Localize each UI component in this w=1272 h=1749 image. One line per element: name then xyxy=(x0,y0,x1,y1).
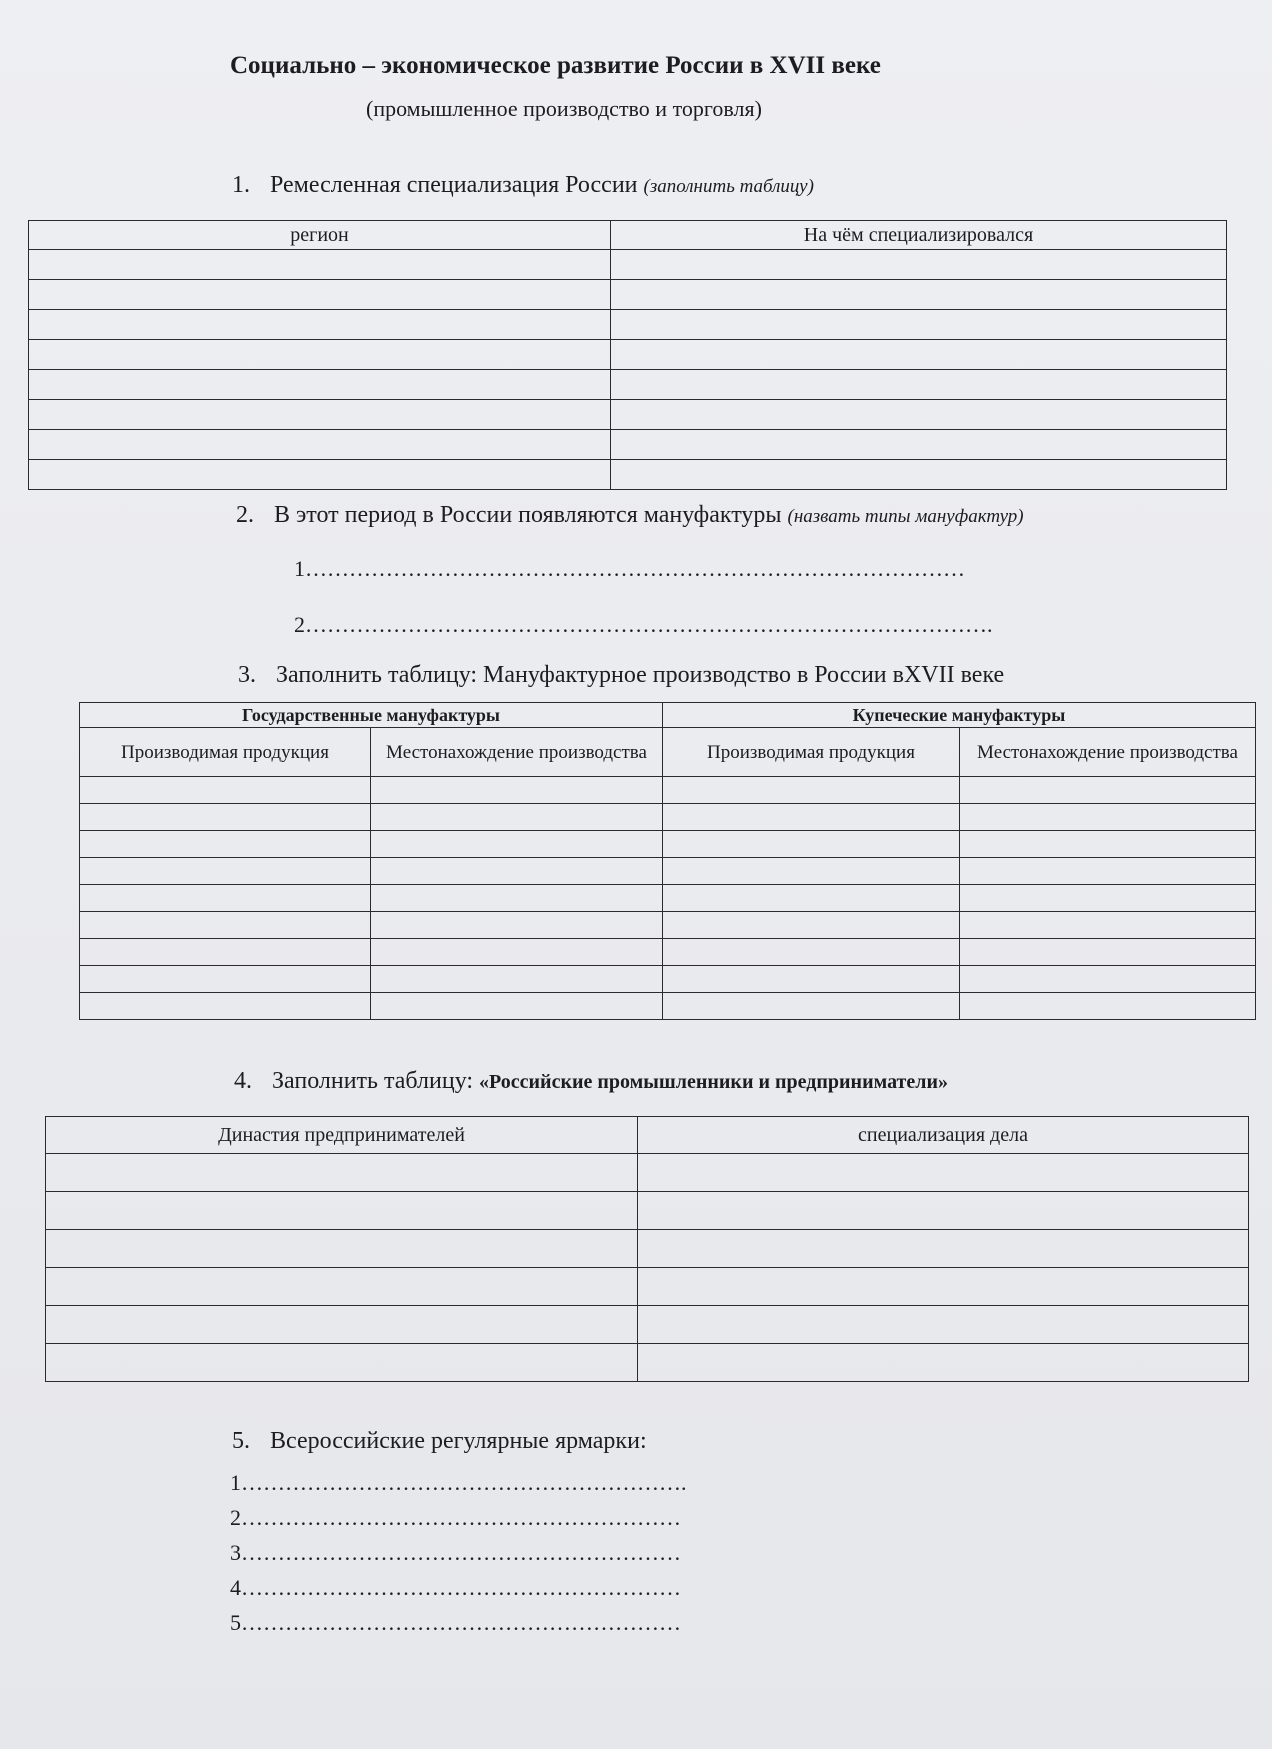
fair-line-1[interactable]: 1……………………………………………………. xyxy=(230,1470,687,1495)
table-row xyxy=(29,340,1227,370)
table-row xyxy=(80,831,1256,858)
table-row xyxy=(80,939,1256,966)
subheader-merchant-product: Производимая продукция xyxy=(663,728,960,777)
table-cell[interactable] xyxy=(29,400,611,430)
table-row xyxy=(29,310,1227,340)
table-cell[interactable] xyxy=(960,966,1256,993)
table-row xyxy=(80,885,1256,912)
fair-line-3[interactable]: 3…………………………………………………… xyxy=(230,1540,681,1565)
table-row xyxy=(80,777,1256,804)
section-4-heading xyxy=(234,1068,948,1095)
table-cell[interactable] xyxy=(80,966,371,993)
table-cell[interactable] xyxy=(371,777,663,804)
table-cell[interactable] xyxy=(638,1230,1249,1268)
table-cell[interactable] xyxy=(663,804,960,831)
table-row xyxy=(46,1230,1249,1268)
table-cell[interactable] xyxy=(29,310,611,340)
table-row xyxy=(46,1268,1249,1306)
section-1-heading xyxy=(232,172,814,199)
section-1-note: (заполнить таблицу) xyxy=(643,176,814,197)
table-cell[interactable] xyxy=(80,885,371,912)
section-4-number: 4. xyxy=(234,1068,252,1094)
manufactory-table xyxy=(79,702,1256,1020)
section-5-number: 5. xyxy=(232,1428,250,1454)
table-cell[interactable] xyxy=(29,430,611,460)
table-cell[interactable] xyxy=(46,1154,638,1192)
table-cell[interactable] xyxy=(80,804,371,831)
table-row xyxy=(80,804,1256,831)
section-4-bold-title: «Российские промышленники и предприниматели» xyxy=(479,1071,949,1093)
table-cell[interactable] xyxy=(371,993,663,1020)
column-header-dynasty: Династия предпринимателей xyxy=(46,1117,638,1154)
page-subtitle: (промышленное производство и торговля) xyxy=(366,96,762,121)
table-header-row xyxy=(46,1117,1249,1154)
table-cell[interactable] xyxy=(638,1192,1249,1230)
table-cell[interactable] xyxy=(80,777,371,804)
table-cell[interactable] xyxy=(46,1230,638,1268)
table-cell[interactable] xyxy=(611,400,1227,430)
table-cell[interactable] xyxy=(29,460,611,490)
fair-line-5[interactable]: 5…………………………………………………… xyxy=(230,1610,681,1635)
crafts-specialization-table xyxy=(28,220,1227,490)
section-2-text: В этот период в России появляются мануфактуры xyxy=(274,502,782,528)
table-row xyxy=(80,858,1256,885)
table-cell[interactable] xyxy=(960,831,1256,858)
table-cell[interactable] xyxy=(371,966,663,993)
section-3-number: 3. xyxy=(238,662,256,688)
table-cell[interactable] xyxy=(960,858,1256,885)
fair-line-2[interactable]: 2…………………………………………………… xyxy=(230,1505,681,1530)
table-cell[interactable] xyxy=(29,340,611,370)
table-cell[interactable] xyxy=(371,885,663,912)
fair-line-4[interactable]: 4…………………………………………………… xyxy=(230,1575,681,1600)
table-cell[interactable] xyxy=(663,912,960,939)
table-cell[interactable] xyxy=(46,1344,638,1382)
table-cell[interactable] xyxy=(611,280,1227,310)
table-cell[interactable] xyxy=(80,993,371,1020)
section-2-note: (назвать типы мануфактур) xyxy=(787,506,1024,527)
table-cell[interactable] xyxy=(611,340,1227,370)
table-cell[interactable] xyxy=(371,939,663,966)
table-cell[interactable] xyxy=(960,885,1256,912)
table-header-row xyxy=(29,221,1227,250)
table-cell[interactable] xyxy=(638,1268,1249,1306)
table-row xyxy=(80,912,1256,939)
table-row xyxy=(46,1154,1249,1192)
group-header-merchant: Купеческие мануфактуры xyxy=(663,703,1256,728)
section-1-number: 1. xyxy=(232,172,250,198)
table-cell[interactable] xyxy=(46,1306,638,1344)
table-cell[interactable] xyxy=(611,310,1227,340)
table-row xyxy=(29,280,1227,310)
column-header-region: регион xyxy=(29,221,611,250)
table-cell[interactable] xyxy=(663,777,960,804)
subheader-merchant-location: Местонахождение производства xyxy=(960,728,1256,777)
table-subheader-row xyxy=(80,728,1256,777)
column-header-business: специализация дела xyxy=(638,1117,1249,1154)
table-cell[interactable] xyxy=(371,912,663,939)
table-cell[interactable] xyxy=(960,777,1256,804)
table-cell[interactable] xyxy=(638,1344,1249,1382)
table-cell[interactable] xyxy=(663,831,960,858)
table-cell[interactable] xyxy=(611,460,1227,490)
table-row xyxy=(29,400,1227,430)
answer-line-2[interactable]: 2…………………………………………………………………………………. xyxy=(294,612,993,637)
subheader-state-location: Местонахождение производства xyxy=(371,728,663,777)
section-2-number: 2. xyxy=(236,502,254,528)
table-cell[interactable] xyxy=(960,993,1256,1020)
answer-line-1[interactable]: 1……………………………………………………………………………… xyxy=(294,556,965,581)
table-row xyxy=(29,250,1227,280)
table-cell[interactable] xyxy=(29,250,611,280)
table-cell[interactable] xyxy=(46,1192,638,1230)
table-cell[interactable] xyxy=(663,993,960,1020)
column-header-specialization: На чём специализировался xyxy=(611,221,1227,250)
table-cell[interactable] xyxy=(663,966,960,993)
subheader-state-product: Производимая продукция xyxy=(80,728,371,777)
group-header-state: Государственные мануфактуры xyxy=(80,703,663,728)
section-3-text: Заполнить таблицу: Мануфактурное производство в России вXVII веке xyxy=(276,662,1005,688)
section-5-text: Всероссийские регулярные ярмарки: xyxy=(270,1428,647,1454)
table-cell[interactable] xyxy=(80,831,371,858)
table-cell[interactable] xyxy=(46,1268,638,1306)
table-row xyxy=(46,1306,1249,1344)
section-1-text: Ремесленная специализация России xyxy=(270,172,638,198)
table-cell[interactable] xyxy=(371,858,663,885)
table-cell[interactable] xyxy=(960,804,1256,831)
table-cell[interactable] xyxy=(371,804,663,831)
table-row xyxy=(46,1192,1249,1230)
table-cell[interactable] xyxy=(638,1306,1249,1344)
table-row xyxy=(80,966,1256,993)
table-cell[interactable] xyxy=(611,430,1227,460)
table-cell[interactable] xyxy=(663,885,960,912)
table-cell[interactable] xyxy=(960,939,1256,966)
table-cell[interactable] xyxy=(29,280,611,310)
table-cell[interactable] xyxy=(663,858,960,885)
table-cell[interactable] xyxy=(960,912,1256,939)
table-row xyxy=(29,370,1227,400)
table-cell[interactable] xyxy=(80,912,371,939)
section-2-heading xyxy=(236,502,1024,529)
table-cell[interactable] xyxy=(371,831,663,858)
table-group-header-row xyxy=(80,703,1256,728)
table-row xyxy=(80,993,1256,1020)
table-cell[interactable] xyxy=(80,939,371,966)
section-3-heading xyxy=(238,662,1004,689)
table-cell[interactable] xyxy=(663,939,960,966)
table-cell[interactable] xyxy=(611,250,1227,280)
table-cell[interactable] xyxy=(638,1154,1249,1192)
entrepreneurs-table xyxy=(45,1116,1249,1382)
table-cell[interactable] xyxy=(29,370,611,400)
table-row xyxy=(29,430,1227,460)
page-title: Социально – экономическое развитие России в XVII веке xyxy=(230,52,881,79)
table-cell[interactable] xyxy=(80,858,371,885)
table-row xyxy=(29,460,1227,490)
section-5-heading xyxy=(232,1428,647,1455)
table-cell[interactable] xyxy=(611,370,1227,400)
section-4-text: Заполнить таблицу: xyxy=(272,1068,474,1094)
table-row xyxy=(46,1344,1249,1382)
